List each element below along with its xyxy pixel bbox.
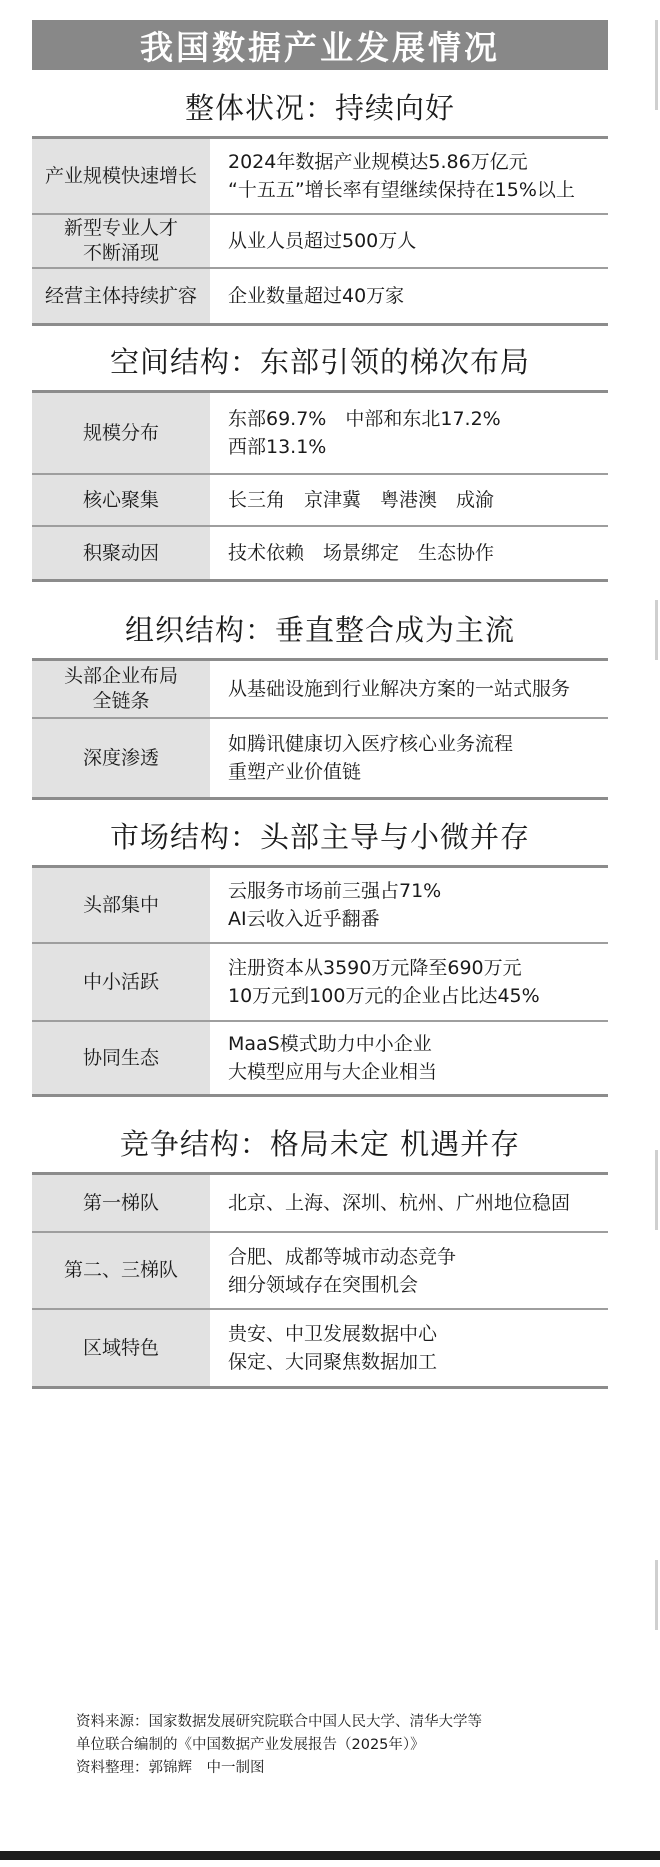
row-content-line: 贵安、中卫发展数据中心	[228, 1323, 438, 1345]
row-label: 中小活跃	[32, 944, 210, 1020]
row-content	[210, 944, 608, 1020]
table-row	[32, 661, 608, 717]
section-5	[32, 1112, 608, 1389]
row-content-line: 从基础设施到行业解决方案的一站式服务	[228, 678, 571, 700]
row-content-line: 2024年数据产业规模达5.86万亿元	[228, 151, 528, 173]
row-content-line: 注册资本从3590万元降至690万元	[228, 957, 522, 979]
table-row	[32, 717, 608, 797]
row-label: 深度渗透	[32, 719, 210, 797]
row-label: 区域特色	[32, 1310, 210, 1386]
row-label: 协同生态	[32, 1022, 210, 1094]
table-row	[32, 473, 608, 525]
credit-line: 资料整理：郭锦辉 中一制图	[76, 1760, 265, 1776]
section-1	[32, 76, 608, 326]
table-row	[32, 1231, 608, 1308]
section-2	[32, 330, 608, 582]
row-content-line: 10万元到100万元的企业占比达45%	[228, 985, 540, 1007]
row-label: 第一梯队	[32, 1175, 210, 1231]
row-content-line: 云服务市场前三强占71%	[228, 880, 442, 902]
row-label: 头部集中	[32, 868, 210, 942]
row-content-line: MaaS模式助力中小企业	[228, 1033, 432, 1055]
row-content-line: 东部69.7% 中部和东北17.2%	[228, 408, 501, 430]
section-heading: 竞争结构：格局未定 机遇并存	[119, 1126, 521, 1161]
row-content-line: 保定、大同聚焦数据加工	[228, 1351, 438, 1373]
bottom-rule	[0, 1851, 660, 1860]
footer	[76, 1711, 482, 1780]
section-3	[32, 598, 608, 800]
row-label: 第二、三梯队	[32, 1233, 210, 1308]
row-label: 产业规模快速增长	[32, 139, 210, 213]
section-heading: 市场结构：头部主导与小微并存	[109, 819, 530, 854]
row-content-line: 细分领域存在突围机会	[228, 1273, 419, 1296]
row-content	[210, 215, 608, 267]
row-content	[210, 393, 608, 473]
row-label: 新型专业人才 不断涌现	[32, 215, 210, 267]
row-content	[210, 868, 608, 942]
section-table	[32, 390, 608, 582]
row-content-line: 重塑产业价值链	[228, 761, 362, 783]
row-content	[210, 139, 608, 213]
section-heading: 空间结构：东部引领的梯次布局	[109, 344, 530, 379]
section-4	[32, 805, 608, 1097]
source-line-1: 资料来源：国家数据发展研究院联合中国人民大学、清华大学等	[76, 1714, 482, 1730]
row-label: 积聚动因	[32, 527, 210, 579]
section-heading: 组织结构：垂直整合成为主流	[124, 612, 515, 647]
title-banner	[32, 20, 608, 70]
section-table	[32, 136, 608, 326]
row-content	[210, 527, 608, 579]
row-content	[210, 719, 608, 797]
row-content-line: 长三角 京津冀 粤港澳 成渝	[228, 489, 495, 511]
row-content-line: “十五五”增长率有望继续保持在15%以上	[228, 179, 575, 201]
row-content-line: 大模型应用与大企业相当	[228, 1061, 438, 1083]
table-row	[32, 1175, 608, 1231]
row-content-line: 西部13.1%	[228, 436, 327, 458]
row-content-line: 企业数量超过40万家	[228, 285, 405, 307]
row-content-line: AI云收入近乎翻番	[228, 908, 380, 930]
row-content-line: 合肥、成都等城市动态竞争	[228, 1245, 457, 1268]
table-row	[32, 139, 608, 213]
row-label: 经营主体持续扩容	[32, 269, 210, 323]
row-label: 头部企业布局 全链条	[32, 661, 210, 717]
table-row	[32, 942, 608, 1020]
row-label: 核心聚集	[32, 475, 210, 525]
section-table	[32, 865, 608, 1097]
row-content	[210, 1175, 608, 1231]
section-table	[32, 1172, 608, 1389]
row-content	[210, 475, 608, 525]
table-row	[32, 1308, 608, 1386]
table-row	[32, 525, 608, 579]
page-title: 我国数据产业发展情况	[140, 27, 500, 67]
section-table	[32, 658, 608, 800]
row-content	[210, 1022, 608, 1094]
table-row	[32, 393, 608, 473]
row-label: 规模分布	[32, 393, 210, 473]
section-heading: 整体状况：持续向好	[184, 90, 455, 125]
row-content-line: 北京、上海、深圳、杭州、广州地位稳固	[228, 1192, 571, 1214]
source-line-2: 单位联合编制的《中国数据产业发展报告（2025年）》	[76, 1737, 425, 1753]
table-row	[32, 267, 608, 323]
row-content	[210, 269, 608, 323]
page-edge-marks	[652, 0, 660, 1840]
row-content-line: 从业人员超过500万人	[228, 230, 417, 252]
row-content	[210, 1233, 608, 1308]
row-content-line: 技术依赖 场景绑定 生态协作	[228, 542, 495, 564]
row-content	[210, 1310, 608, 1386]
table-row	[32, 868, 608, 942]
row-content	[210, 661, 608, 717]
table-row	[32, 213, 608, 267]
row-content-line: 如腾讯健康切入医疗核心业务流程	[228, 733, 514, 755]
table-row	[32, 1020, 608, 1094]
